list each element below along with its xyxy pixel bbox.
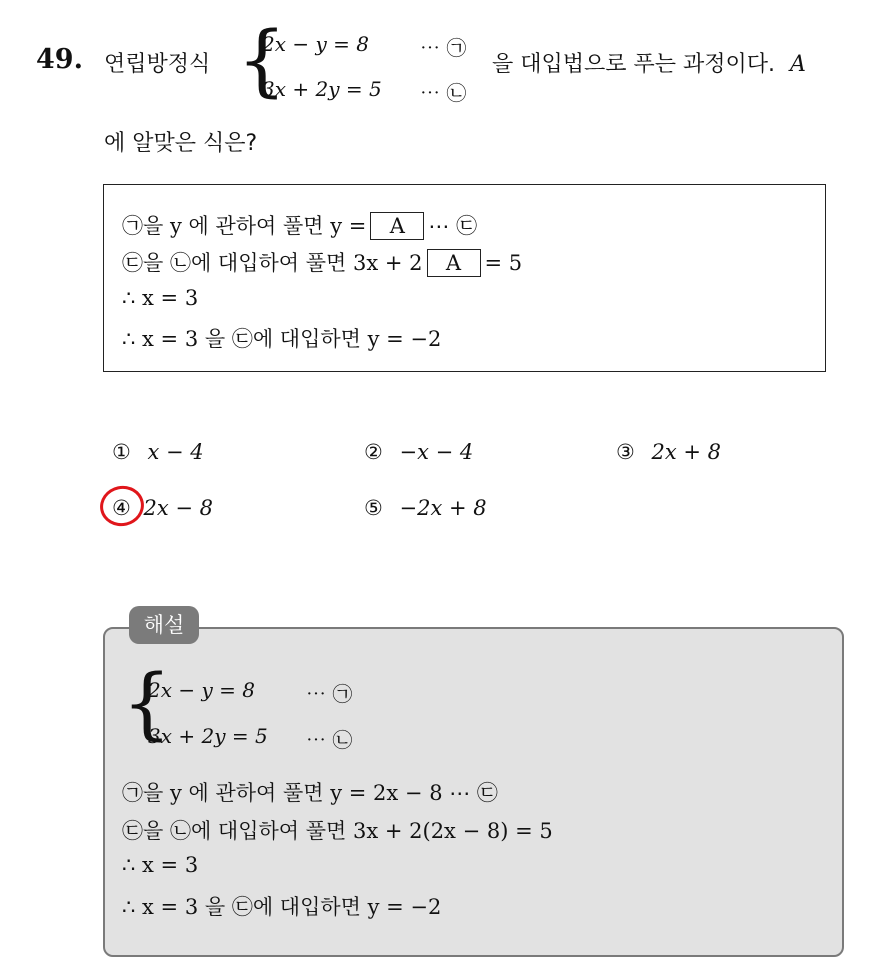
- solution-line-2: ㉢을 ㉡에 대입하여 풀면 3x + 2(2x − 8) = 5: [122, 819, 553, 843]
- choice-4-num: ④: [112, 496, 131, 520]
- choice-3-num: ③: [616, 440, 635, 464]
- solution-label: 해설: [129, 606, 199, 644]
- question-text-before: 연립방정식: [104, 52, 211, 77]
- choice-4-expr: 2x − 8: [143, 496, 214, 520]
- solution-line-4: ∴ x = 3 을 ㉢에 대입하면 y = −2: [122, 895, 442, 919]
- solution-line-3: ∴ x = 3: [122, 853, 199, 877]
- question-text-after: [492, 47, 806, 78]
- solution-tag-2: ⋯ ㉡: [306, 728, 353, 752]
- answer-mark-circle-icon: [96, 482, 147, 530]
- process-line-1-pre: ㉠을 y 에 관하여 풀면 y =: [122, 214, 367, 238]
- system-tag-1: ⋯ ㉠: [420, 36, 467, 60]
- process-line-4: ∴ x = 3 을 ㉢에 대입하면 y = −2: [122, 327, 442, 351]
- choice-3[interactable]: [616, 440, 721, 464]
- system-equation-2: 3x + 2y = 5: [262, 77, 382, 101]
- system-equation-1: 2x − y = 8: [262, 32, 369, 56]
- choice-2-num: ②: [364, 440, 383, 464]
- question-number: 49.: [36, 44, 83, 75]
- choice-5-expr: −2x + 8: [399, 496, 487, 520]
- process-line-2-pre: ㉢을 ㉡에 대입하여 풀면 3x + 2: [122, 251, 423, 275]
- solution-equation-2: 3x + 2y = 5: [148, 724, 268, 748]
- process-line-1: [122, 210, 477, 240]
- choice-2-expr: −x − 4: [399, 440, 474, 464]
- choice-5[interactable]: [364, 496, 487, 520]
- choice-5-num: ⑤: [364, 496, 383, 520]
- choice-3-expr: 2x + 8: [651, 440, 722, 464]
- choice-2[interactable]: [364, 440, 473, 464]
- question-line-2: 에 알맞은 식은?: [104, 131, 258, 156]
- process-line-2: [122, 247, 522, 277]
- solution-equation-1: 2x − y = 8: [148, 678, 255, 702]
- process-line-3: ∴ x = 3: [122, 286, 199, 310]
- system-tag-2: ⋯ ㉡: [420, 81, 467, 105]
- process-line-2-post: = 5: [484, 251, 523, 275]
- choice-1-num: ①: [112, 440, 131, 464]
- solution-line-1: ㉠을 y 에 관하여 풀면 y = 2x − 8 ⋯ ㉢: [122, 781, 498, 805]
- question-text-after-label: 을 대입법으로 푸는 과정이다.: [492, 52, 775, 77]
- answer-box-A-2: A: [427, 249, 481, 277]
- system-brace-icon: {: [237, 16, 287, 106]
- question-var-A: A: [790, 52, 806, 77]
- answer-box-A: A: [370, 212, 424, 240]
- choice-1[interactable]: [112, 440, 204, 464]
- solution-brace-icon: {: [122, 659, 172, 749]
- choice-1-expr: x − 4: [147, 440, 204, 464]
- process-line-1-post: ⋯ ㉢: [428, 214, 478, 238]
- solution-tag-1: ⋯ ㉠: [306, 682, 353, 706]
